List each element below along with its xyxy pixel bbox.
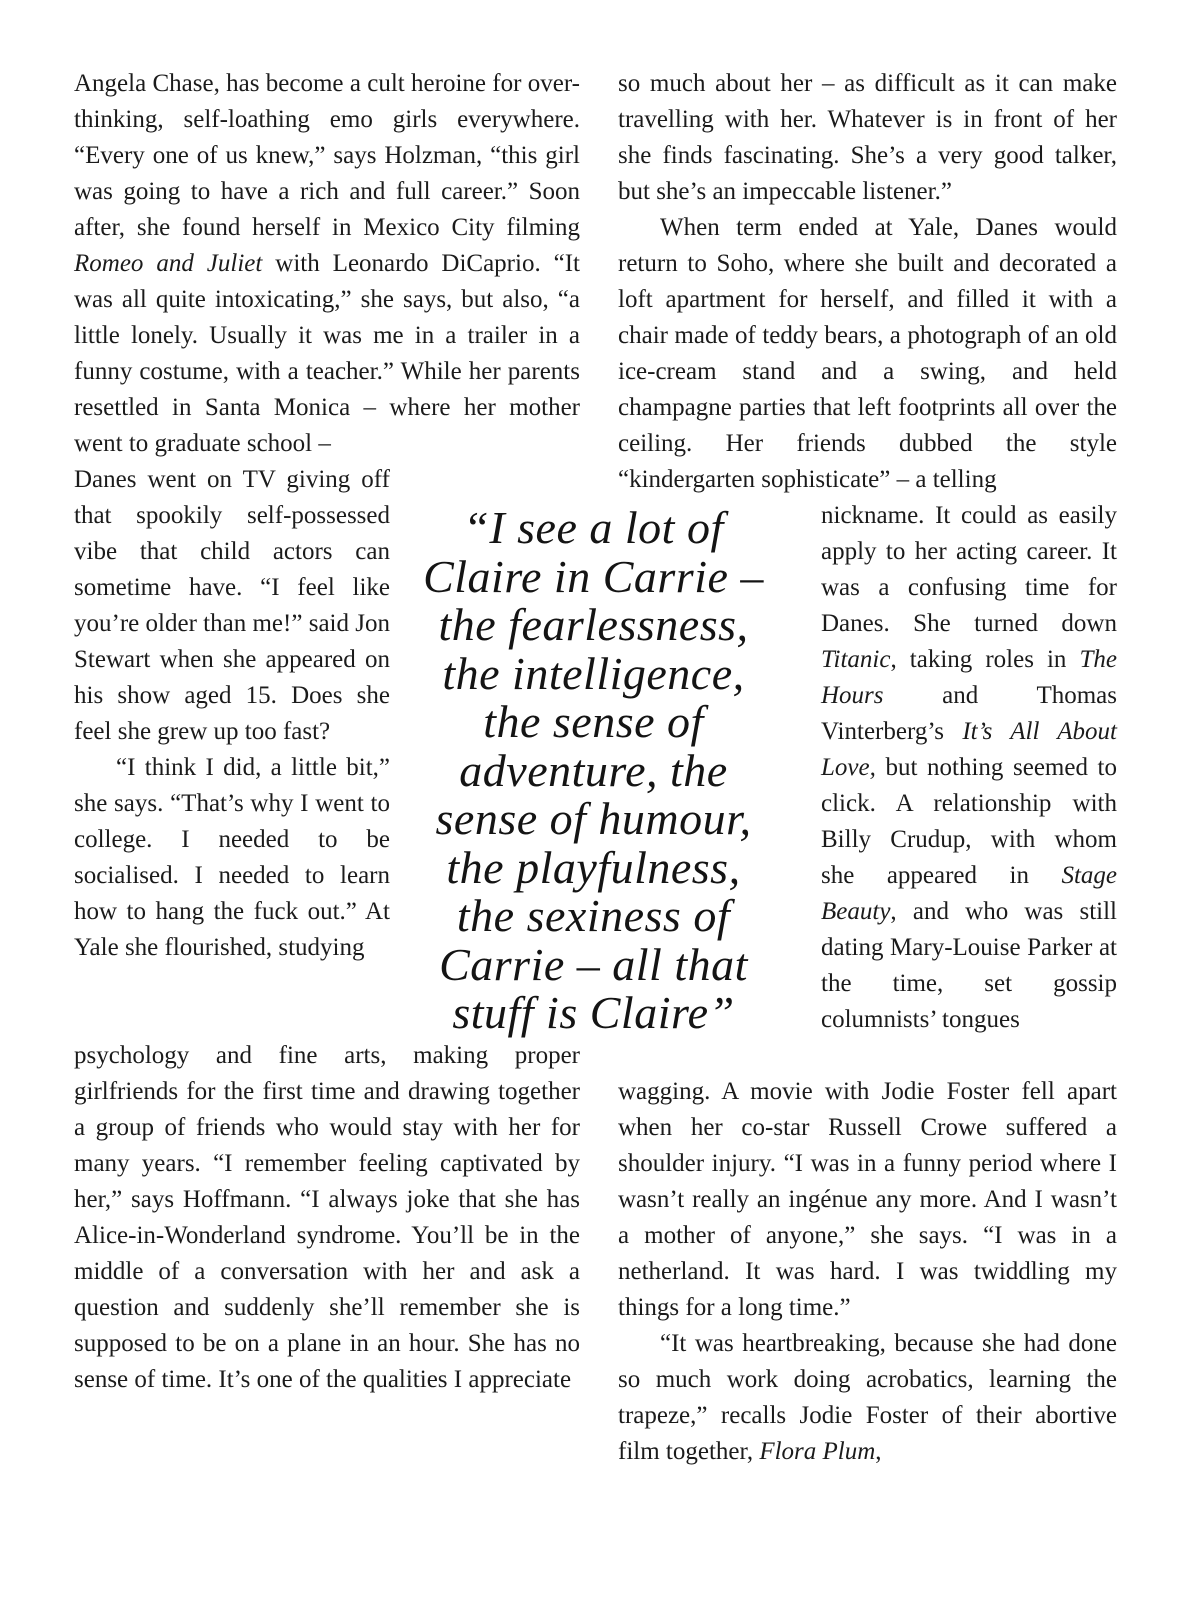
paragraph [618,210,1117,498]
pull-quote-line: Claire in Carrie – [423,550,764,602]
body-text: When term ended at Yale, Danes would return to Soho, where she built and decorated a loft apartment for herself, and filled it with a chair made of teddy bears, a photograph of an old ice-cream stand and a swing, and held champagne parties that left footprints all over the ceiling. Her friends dubbed the style “kindergarten sophisticate” – a telling [618,214,1117,493]
body-text: , taking roles in [890,646,1080,673]
paragraph [618,1074,1117,1326]
pull-quote-line: the fearlessness, [438,599,749,650]
pull-quote-line: Carrie – all that [439,938,748,990]
body-text: psychology and fine arts, making proper girlfriends for the first time and drawing together a group of friends who would stay with her for many years. “I remember feeling captivated by her,” says Hoffmann. “I always joke that she has Alice-in-Wonderland syndrome. You’ll be in the middle of a conversation with her and ask a question and suddenly she’ll remember she is supposed to be on a plane in an hour. She has no sense of time. It’s one of the qualities I appreciate [74,1042,580,1393]
paragraph [618,1326,1117,1470]
body-text: “I think I did, a little bit,” she says. “That’s why I went to college. I needed to be socialised. I needed to learn how to hang the fuck out.” At Yale she flourished, studying [74,754,390,961]
paragraph [74,1038,580,1398]
body-text: so much about her – as difficult as it can make travelling with her. Whatever is in front of her she finds fascinating. She’s a very good talker, but she’s an impeccable listener.” [618,70,1117,205]
left-column-bottom-block [74,1038,580,1398]
italic-text: The Hours [821,646,1117,709]
pull-quote-line: the intelligence, [442,647,745,699]
body-text: nickname. It could as easily apply to her acting career. It was a confusing time for Danes. She turned down [821,502,1117,637]
body-text: Angela Chase, has become a cult heroine for over-thinking, self-loathing emo girls everywhere. “Every one of us knew,” says Holzman, “this girl was going to have a rich and full career.” Soon after, she found herself in Mexico City filming [74,70,580,241]
pull-quote-line: the playfulness, [446,841,741,893]
pull-quote-line: sense of humour, [435,793,752,844]
pull-quote-line: the sense of [483,696,704,747]
italic-text: Stage Beauty [821,862,1117,925]
body-text: , and who was still dating Mary-Louise Parker at the time, set gossip columnists’ tongues [821,898,1117,1033]
body-text: , [875,1438,882,1465]
body-text: but nothing seemed to click. A relationship with Billy Crudup, with whom she appeared in [821,754,1117,889]
italic-text: Titanic [821,646,891,673]
body-text: and Thomas Vinterberg’s [821,682,1117,745]
right-column-bottom-block [618,1074,1117,1470]
body-text: wagging. A movie with Jodie Foster fell apart when her co-star Russell Crowe suffered a shoulder injury. “I was in a funny period where I wasn’t really an ingénue any more. And I wasn’t a mother of anyone,” she says. “I was in a netherland. It was hard. I was twiddling my things for a long time.” [618,1078,1117,1321]
pull-quote-line: the sexiness of [456,890,731,941]
paragraph [74,66,580,462]
paragraph [618,66,1117,210]
pull-quote-line: stuff is Claire” [452,987,735,1038]
pull-quote [0,504,1187,1038]
pull-quote-line: “I see a lot of [463,502,724,553]
right-column-top-block [618,66,1117,498]
body-text: Danes went on TV giving off that spookily self-possessed vibe that child actors can sometime have. “I feel like you’re older than me!” said Jon Stewart when she appeared on his show aged 15. Does she feel she grew up too fast? [74,466,390,745]
italic-text: Flora Plum [759,1438,876,1465]
italic-text: It’s All About Love, [821,718,1117,781]
body-text: with Leonardo DiCaprio. “It was all quite intoxicating,” she says, but also, “a little lonely. Usually it was me in a trailer in a funny costume, with a teacher.” While her parents resettled in Santa Monica – where her mother went to graduate school – [74,250,580,457]
pull-quote-line: adventure, the [459,744,728,796]
italic-text: Romeo and Juliet [74,250,263,277]
left-column-top-block [74,66,580,462]
body-text: “It was heartbreaking, because she had done so much work doing acrobatics, learning the trapeze,” recalls Jodie Foster of their abortive film together, [618,1330,1117,1465]
